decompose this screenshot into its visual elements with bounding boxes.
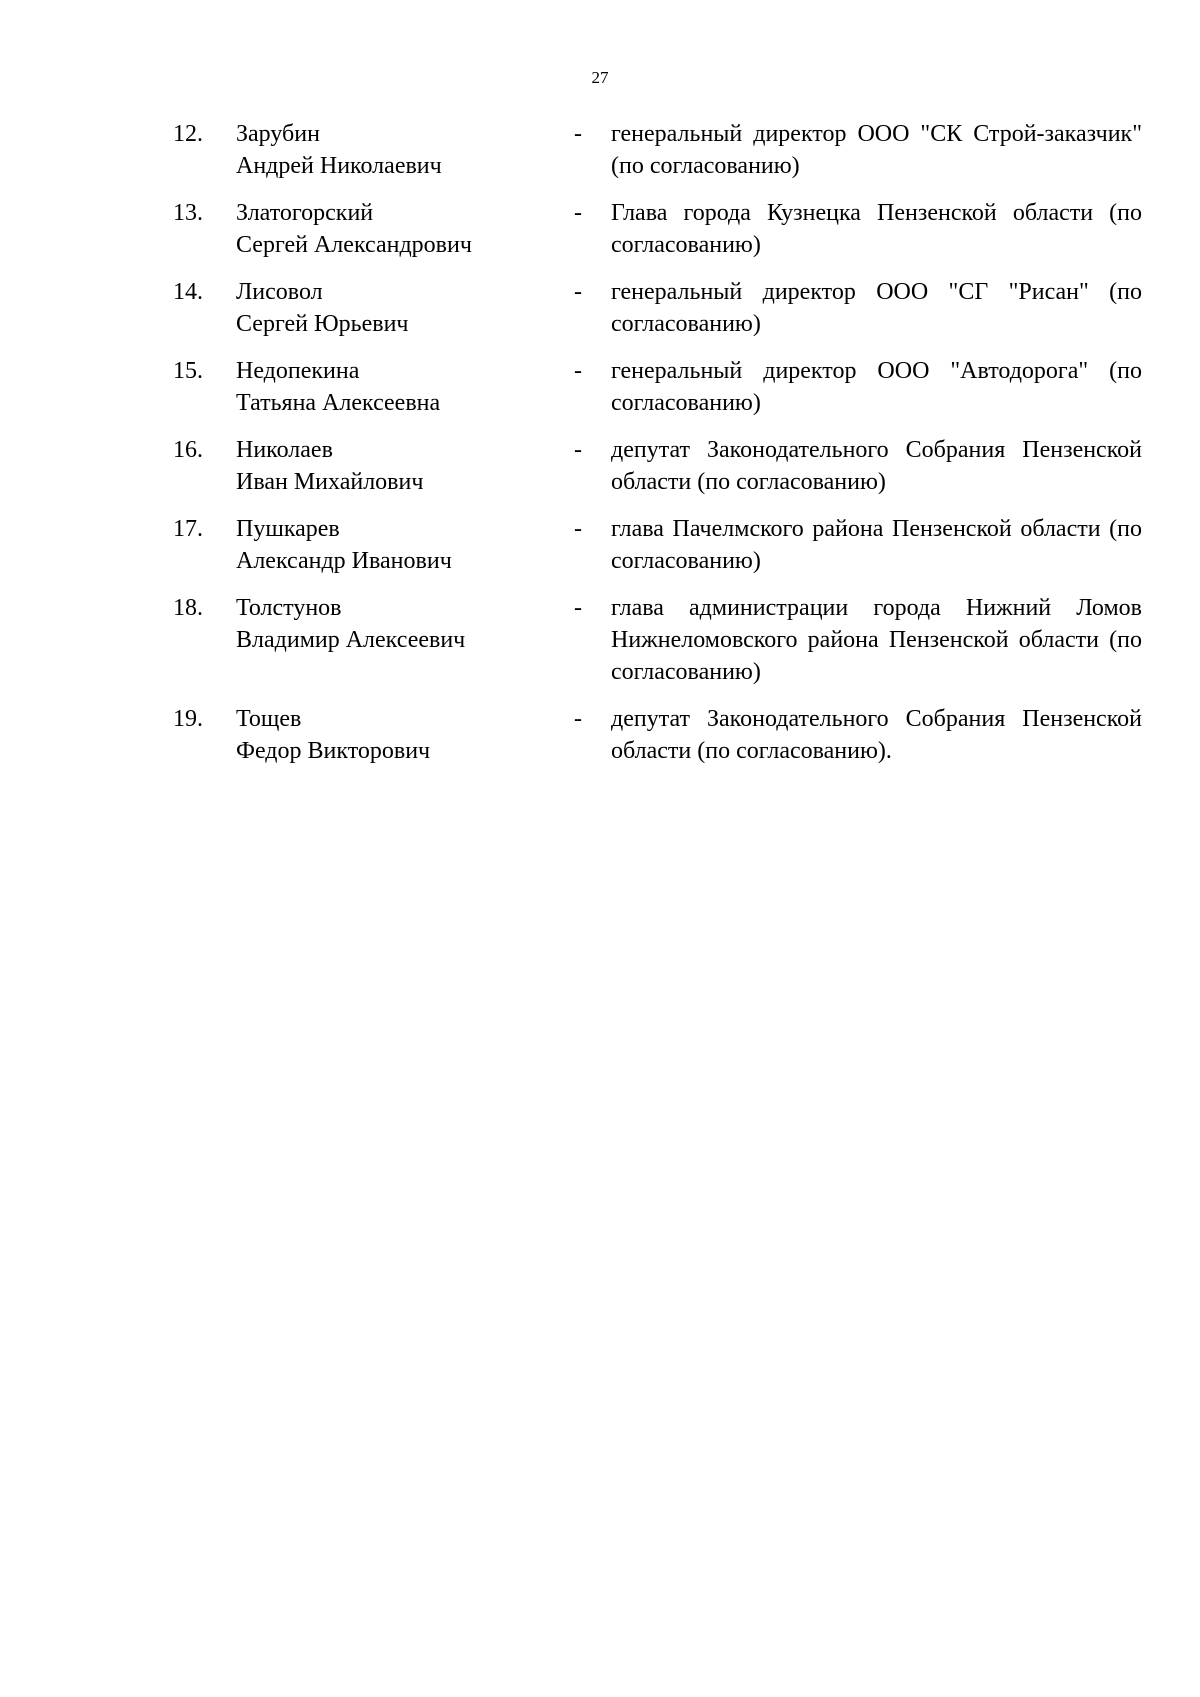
separator-dash: - xyxy=(574,121,582,147)
member-given-names: Сергей Александрович xyxy=(236,232,472,258)
separator-dash: - xyxy=(574,437,582,463)
member-surname: Лисовол xyxy=(236,279,323,305)
member-name xyxy=(236,355,566,419)
member-role: Глава города Кузнецка Пензенской области (по согласованию) xyxy=(611,200,1142,258)
member-name xyxy=(236,118,566,182)
member-given-names: Федор Викторович xyxy=(236,738,431,764)
member-number: 13. xyxy=(173,200,203,226)
member-surname: Тощев xyxy=(236,706,302,732)
member-row-19 xyxy=(0,703,1200,767)
member-name xyxy=(236,703,566,767)
member-number: 14. xyxy=(173,279,203,305)
member-number: 18. xyxy=(173,595,203,621)
separator-dash: - xyxy=(574,358,582,384)
member-number: 15. xyxy=(173,358,203,384)
member-number: 12. xyxy=(173,121,203,147)
member-number: 16. xyxy=(173,437,203,463)
member-row-17 xyxy=(0,513,1200,577)
member-role: депутат Законодательного Собрания Пензенской области (по согласованию). xyxy=(611,706,1142,764)
member-row-16 xyxy=(0,434,1200,498)
member-given-names: Сергей Юрьевич xyxy=(236,311,409,337)
member-row-15 xyxy=(0,355,1200,419)
member-surname: Толстунов xyxy=(236,595,342,621)
member-surname: Николаев xyxy=(236,437,333,463)
member-name xyxy=(236,434,566,498)
member-surname: Златогорский xyxy=(236,200,374,226)
member-number: 17. xyxy=(173,516,203,542)
member-name xyxy=(236,276,566,340)
member-given-names: Татьяна Алексеевна xyxy=(236,390,441,416)
member-surname: Зарубин xyxy=(236,121,320,147)
member-row-18 xyxy=(0,592,1200,688)
page-number: 27 xyxy=(591,68,609,87)
member-role: генеральный директор ООО "СГ "Рисан" (по согласованию) xyxy=(611,279,1142,337)
member-given-names: Иван Михайлович xyxy=(236,469,424,495)
separator-dash: - xyxy=(574,200,582,226)
member-surname: Пушкарев xyxy=(236,516,340,542)
member-role: глава Пачелмского района Пензенской области (по согласованию) xyxy=(611,516,1142,574)
member-surname: Недопекина xyxy=(236,358,360,384)
member-given-names: Александр Иванович xyxy=(236,548,452,574)
separator-dash: - xyxy=(574,279,582,305)
member-given-names: Владимир Алексеевич xyxy=(236,627,466,653)
member-number: 19. xyxy=(173,706,203,732)
member-role: генеральный директор ООО "Автодорога" (по согласованию) xyxy=(611,358,1142,416)
member-role: депутат Законодательного Собрания Пензенской области (по согласованию) xyxy=(611,437,1142,495)
separator-dash: - xyxy=(574,706,582,732)
separator-dash: - xyxy=(574,595,582,621)
member-row-14 xyxy=(0,276,1200,340)
member-given-names: Андрей Николаевич xyxy=(236,153,442,179)
member-name xyxy=(236,197,566,261)
member-name xyxy=(236,513,566,577)
member-role: глава администрации города Нижний Ломов Нижнеломовского района Пензенской области (по согласованию) xyxy=(611,595,1142,685)
separator-dash: - xyxy=(574,516,582,542)
members-list xyxy=(0,118,1200,782)
member-row-13 xyxy=(0,197,1200,261)
member-row-12 xyxy=(0,118,1200,182)
member-role: генеральный директор ООО "СК Строй-заказчик" (по согласованию) xyxy=(611,121,1142,179)
member-name xyxy=(236,592,566,656)
